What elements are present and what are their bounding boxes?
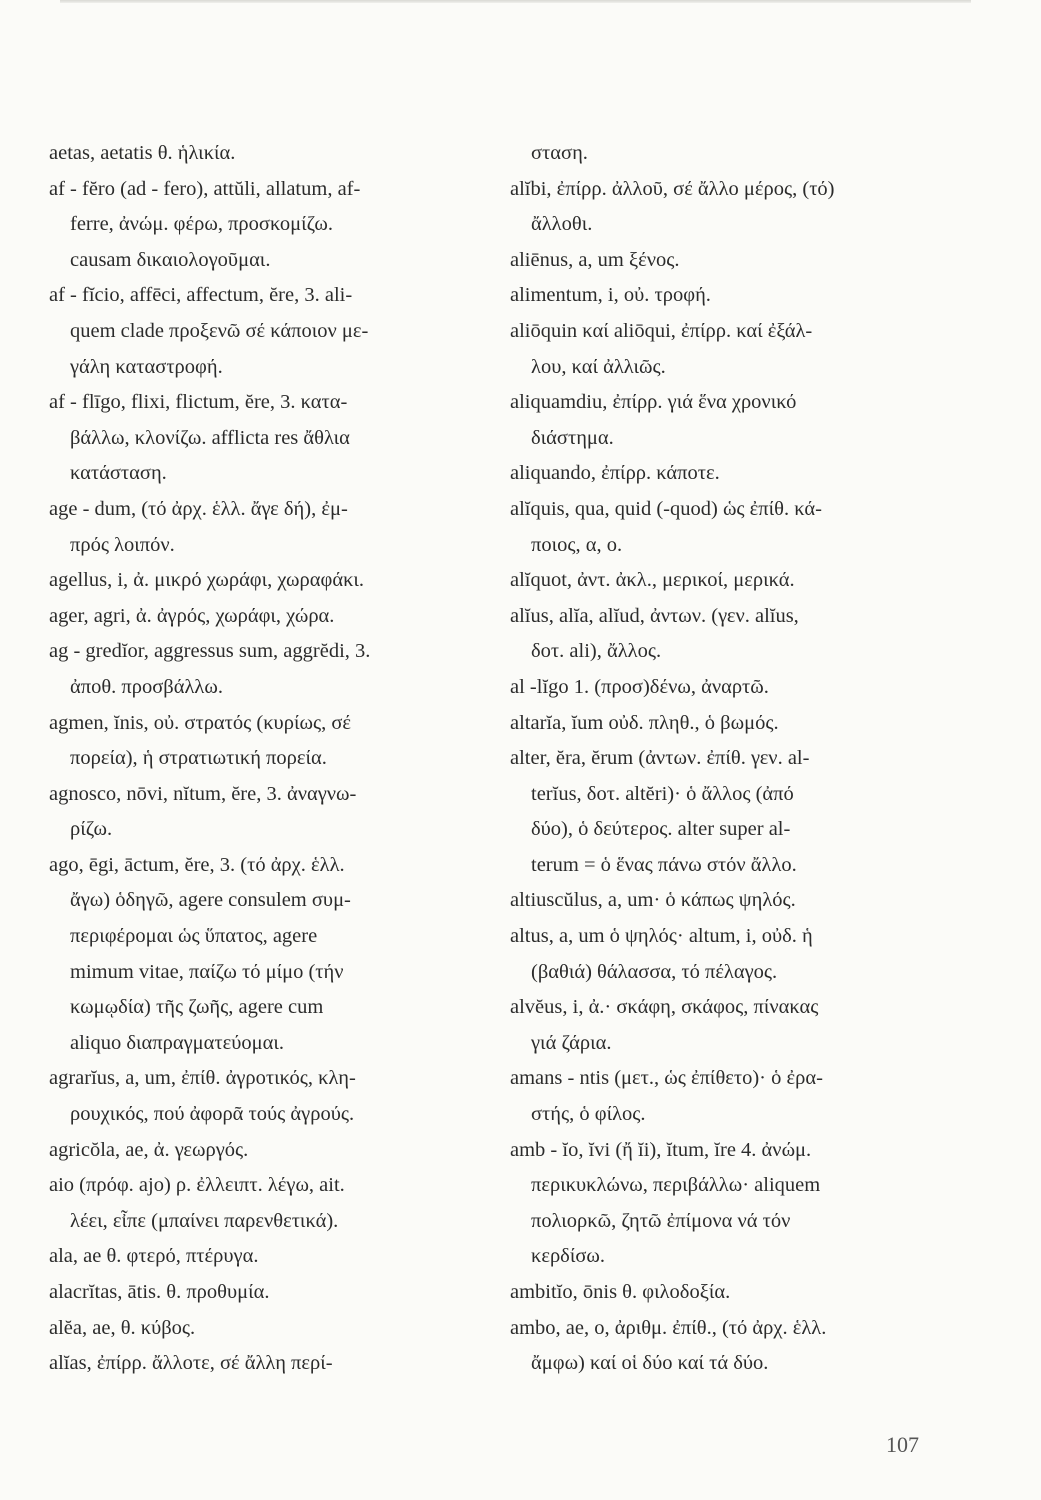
entry-continuation-line: κατάσταση. — [70, 462, 167, 485]
entry-headword-line: ag - gredĭor, aggressus sum, aggrĕdi, 3. — [49, 640, 371, 663]
entry-continuation-line: (βαθιά) θάλασσα, τό πέλαγος. — [531, 960, 778, 983]
entry-headword-line: alĭquis, qua, quid (-quod) ὡς ἐπίθ. κά- — [510, 497, 822, 520]
page-number: 107 — [886, 1432, 919, 1457]
entry-continuation-line: δύο), ὁ δεύτερος. alter super al- — [531, 818, 791, 841]
entry-continuation-line: ἄμφω) καί οἱ δύο καί τά δύο. — [531, 1352, 769, 1375]
entry-headword-line: af - fĭcio, affēci, affectum, ĕre, 3. ali- — [49, 284, 353, 307]
entry-continuation-line: mimum vitae, παίζω τό μίμο (τήν — [70, 960, 344, 983]
entry-continuation-line: δοτ. ali), ἄλλος. — [531, 640, 662, 663]
entry-continuation-line: aliquo διαπραγματεύομαι. — [70, 1031, 285, 1054]
entry-continuation-line: quem clade προξενῶ σέ κάποιον με- — [70, 319, 369, 342]
entry-continuation-line: πορεία), ἡ στρατιωτική πορεία. — [70, 747, 327, 770]
entry-headword-line: af - fĕro (ad - fero), attŭli, allatum, af- — [49, 177, 361, 200]
top-rule — [60, 0, 971, 3]
entry-headword-line: aio (πρόφ. ajo) ρ. ἐλλειπτ. λέγω, ait. — [49, 1174, 345, 1197]
entry-headword-line: ala, ae θ. φτερό, πτέρυγα. — [49, 1245, 259, 1268]
entry-headword-line: ambitĭo, ōnis θ. φιλοδοξία. — [510, 1281, 731, 1303]
entry-headword-line: alvĕus, i, ἀ.· σκάφη, σκάφος, πίνακας — [510, 996, 819, 1019]
entry-headword-line: alĭbi, ἐπίρρ. ἀλλοῦ, σέ ἄλλο μέρος, (τό) — [510, 177, 835, 200]
entry-headword-line: aetas, aetatis θ. ἡλικία. — [49, 142, 236, 164]
entry-headword-line: aliōquin καί aliōqui, ἐπίρρ. καί ἐξάλ- — [510, 319, 813, 342]
entry-continuation-line: causam δικαιολογοῦμαι. — [70, 248, 271, 271]
entry-continuation-line: λου, καί ἀλλιῶς. — [531, 355, 666, 378]
entry-continuation-line: περικυκλώνω, περιβάλλω· aliquem — [531, 1174, 821, 1197]
entry-headword-line: altarĭa, ĭum οὐδ. πληθ., ὁ βωμός. — [510, 711, 779, 734]
entry-headword-line: alĭas, ἐπίρρ. ἄλλοτε, σέ ἄλλη περί- — [49, 1352, 333, 1375]
entry-continuation-line: γάλη καταστροφή. — [70, 355, 223, 378]
entry-headword-line: agellus, i, ἀ. μικρό χωράφι, χωραφάκι. — [49, 569, 365, 592]
entry-continuation-line: ποιος, α, ο. — [531, 533, 623, 556]
entry-headword-line: altiuscŭlus, a, um· ὁ κάπως ψηλός. — [510, 889, 796, 912]
entry-continuation-line: κερδίσω. — [531, 1245, 606, 1268]
entry-continuation-line: ρουχικός, πού ἀφορᾶ τούς ἀγρούς. — [70, 1103, 355, 1126]
entry-headword-line: ago, ēgi, āctum, ĕre, 3. (τό ἀρχ. ἑλλ. — [49, 853, 345, 876]
entry-continuation-line: ἄλλοθι. — [531, 213, 593, 236]
entry-continuation-line: terum = ὁ ἕνας πάνω στόν ἄλλο. — [531, 853, 797, 876]
entry-headword-line: agnosco, nōvi, nĭtum, ĕre, 3. ἀναγνω- — [49, 782, 357, 805]
right-column — [510, 136, 942, 1382]
entry-headword-line: age - dum, (τό ἀρχ. ἑλλ. ἄγε δή), ἐμ- — [49, 497, 348, 520]
entry-headword-line: aliēnus, a, um ξένος. — [510, 248, 680, 271]
entry-continuation-line: ρίζω. — [70, 818, 113, 841]
entry-continuation-line: πρός λοιπόν. — [70, 533, 175, 556]
entry-continuation-line: λέει, εἶπε (μπαίνει παρενθετικά). — [70, 1209, 339, 1232]
entry-headword-line: ager, agri, ἀ. ἀγρός, χωράφι, χώρα. — [49, 604, 335, 627]
entry-headword-line: altus, a, um ὁ ψηλός· altum, i, οὐδ. ἡ — [510, 925, 813, 948]
entry-headword-line: ambo, ae, o, ἀριθμ. ἐπίθ., (τό ἀρχ. ἑλλ. — [510, 1316, 827, 1339]
entry-headword-line: alimentum, i, οὐ. τροφή. — [510, 284, 711, 307]
entry-headword-line: alacrĭtas, ātis. θ. προθυμία. — [49, 1281, 270, 1303]
entry-headword-line: agricŏla, ae, ἀ. γεωργός. — [49, 1138, 249, 1161]
entry-continuation-line: διάστημα. — [531, 426, 614, 449]
entry-continuation-line: βάλλω, κλονίζω. afflicta res ἄθλια — [70, 426, 350, 449]
entry-headword-line: aliquamdiu, ἐπίρρ. γιά ἕνα χρονικό — [510, 391, 797, 414]
entry-continuation-line: στής, ὁ φίλος. — [531, 1103, 646, 1126]
left-column — [49, 136, 489, 1382]
entry-headword-line: alter, ĕra, ĕrum (ἀντων. ἐπίθ. γεν. al- — [510, 747, 810, 770]
entry-headword-line: alĕa, ae, θ. κύβος. — [49, 1316, 196, 1339]
entry-continuation-line: πολιορκῶ, ζητῶ ἐπίμονα νά τόν — [531, 1209, 791, 1232]
entry-continuation-line: γιά ζάρια. — [531, 1031, 612, 1054]
entry-continuation-line: ferre, ἀνώμ. φέρω, προσκομίζω. — [70, 213, 333, 236]
entry-headword-line: alĭus, alĭa, alĭud, ἀντων. (γεν. alĭus, — [510, 604, 799, 627]
entry-headword-line: af - flīgo, flixi, flictum, ĕre, 3. κατα- — [49, 391, 348, 414]
entry-headword-line: agmen, ĭnis, οὐ. στρατός (κυρίως, σέ — [49, 711, 351, 734]
entry-headword-line: aliquando, ἐπίρρ. κάποτε. — [510, 462, 720, 485]
entry-headword-line: al -lĭgo 1. (προσ)δένω, ἀναρτῶ. — [510, 675, 769, 698]
entry-continuation-line: κωμῳδία) τῆς ζωῆς, agere cum — [70, 996, 324, 1019]
entry-continuation-line: ἀποθ. προσβάλλω. — [70, 675, 223, 698]
entry-headword-line: amans - ntis (μετ., ὡς ἐπίθετο)· ὁ ἐρα- — [510, 1067, 823, 1090]
entry-continuation-line: terĭus, δοτ. altĕri)· ὁ ἄλλος (ἀπό — [531, 782, 794, 805]
entry-continuation-line: ἄγω) ὁδηγῶ, agere consulem συμ- — [70, 889, 351, 912]
entry-headword-line: agrarĭus, a, um, ἐπίθ. ἀγροτικός, κλη- — [49, 1067, 356, 1090]
entry-headword-line: alĭquot, ἀντ. ἀκλ., μερικοί, μερικά. — [510, 569, 795, 592]
entry-continuation-line: περιφέρομαι ὡς ὕπατος, agere — [70, 925, 318, 948]
entry-headword-line: amb - ĭo, ĭvi (ἤ ĭi), ĭtum, ĭre 4. ἀνώμ. — [510, 1138, 812, 1161]
entry-continuation-line: σταση. — [531, 142, 588, 164]
